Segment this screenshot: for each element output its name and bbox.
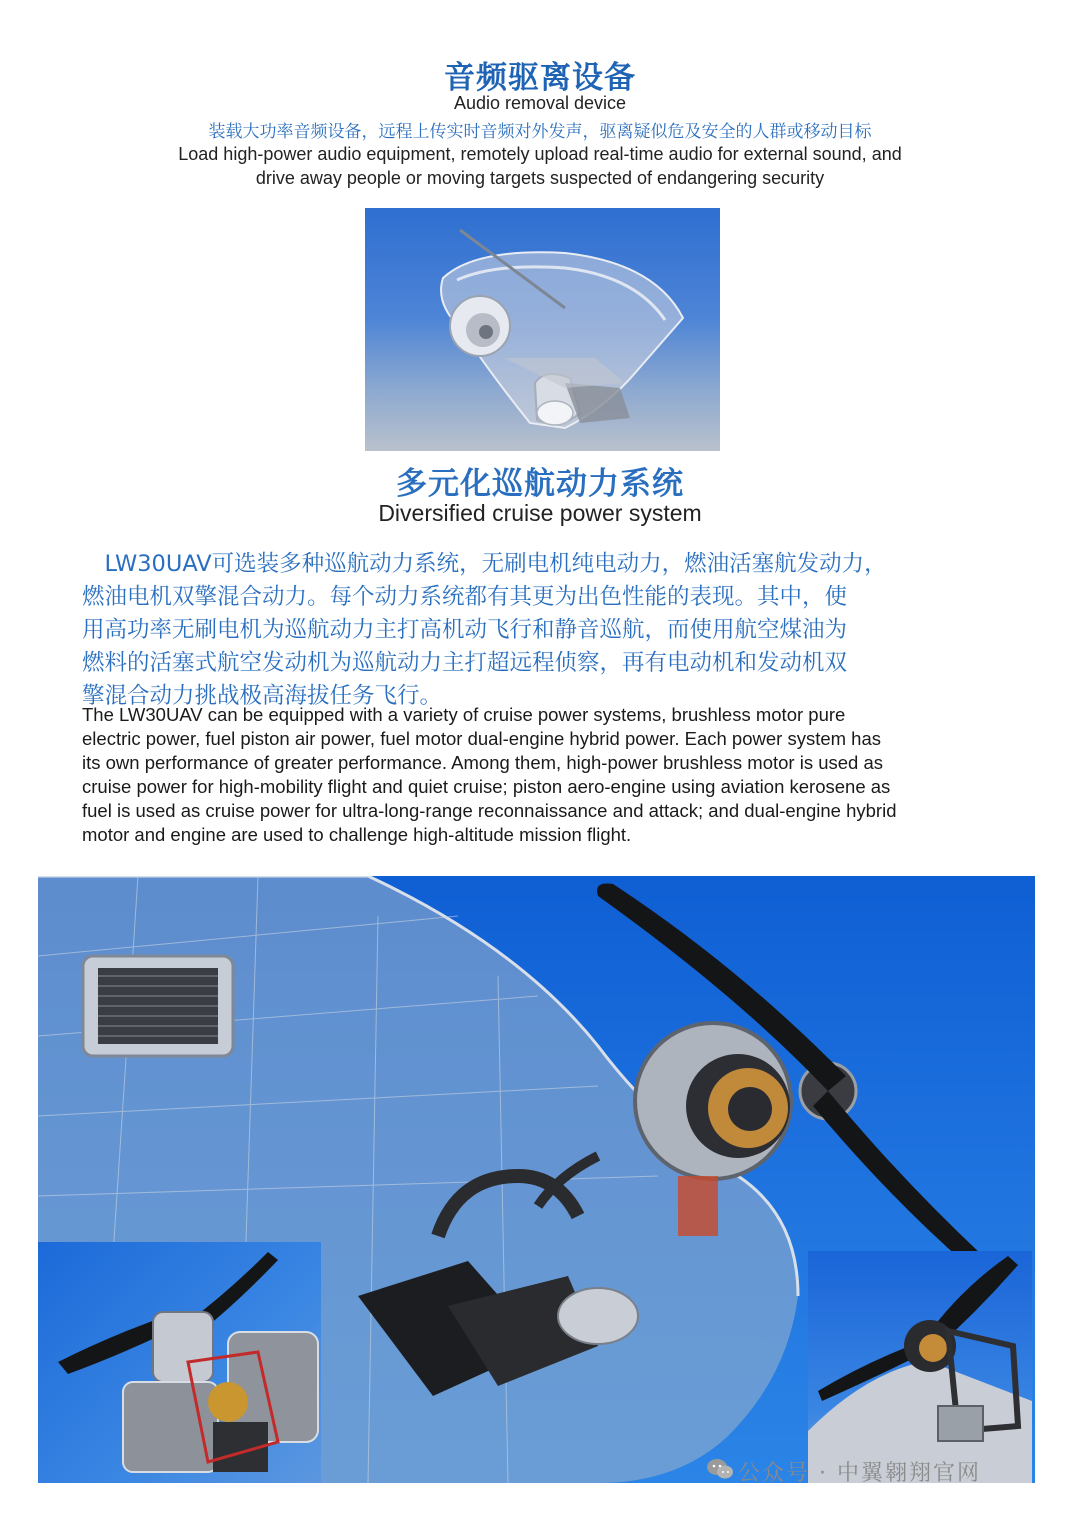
power-description-en-line: electric power, fuel piston air power, fuel motor dual-engine hybrid power. Each power system has [82,728,881,749]
audio-section-subtitle: Audio removal device [453,93,627,113]
power-section-title: 多元化巡航动力系统 [396,466,684,502]
power-description-cn-line: 燃油电机双擎混合动力。每个动力系统都有其更为出色性能的表现。其中，使 [82,584,848,610]
power-description-cn-line: 用高功率无刷电机为巡航动力主打高机动飞行和静音巡航，而使用航空煤油为 [82,617,848,643]
brushless-motor-render [38,1242,321,1483]
power-description-cn-line: LW30UAV可选装多种巡航动力系统，无刷电机纯电动力，燃油活塞航发动力， [82,551,887,577]
wechat-icon [706,1457,734,1485]
brushless-motor-inset-image [38,1242,321,1483]
audio-device-render [365,208,720,451]
audio-description-en-line: Load high-power audio equipment, remotely upload real-time audio for external sound, and [178,144,902,164]
watermark-text: 公众号 · 中翼翱翔官网 [738,1461,981,1486]
audio-description-cn: 装载大功率音频设备，远程上传实时音频对外发声，驱离疑似危及安全的人群或移动目标 [208,122,872,142]
audio-description-en-line: drive away people or moving targets suspected of endangering security [255,168,825,188]
power-description-en-line: motor and engine are used to challenge high-altitude mission flight. [82,824,632,845]
hybrid-motor-inset-image [808,1251,1032,1483]
power-description-en-line: cruise power for high-mobility flight and quiet cruise; piston aero-engine using aviation kerosene as [82,776,891,797]
power-description-en-line: its own performance of greater performance. Among them, high-power brushless motor is used as [82,752,884,773]
power-description-cn [82,548,974,713]
hybrid-motor-render [808,1251,1032,1483]
power-description-en-line: fuel is used as cruise power for ultra-long-range reconnaissance and attack; and dual-engine hybrid [82,800,897,821]
power-description-en-line: The LW30UAV can be equipped with a variety of cruise power systems, brushless motor pure [82,704,846,725]
power-description-en [82,703,974,847]
power-section-subtitle: Diversified cruise power system [378,500,702,526]
audio-device-image [365,208,720,451]
power-description-cn-line: 燃料的活塞式航空发动机为巡航动力主打超远程侦察，再有电动机和发动机双 [82,650,848,676]
power-description-cn-line: 擎混合动力挑战极高海拔任务飞行。 [82,683,443,709]
audio-description-en [0,142,1080,190]
audio-section-title: 音频驱离设备 [444,60,636,96]
